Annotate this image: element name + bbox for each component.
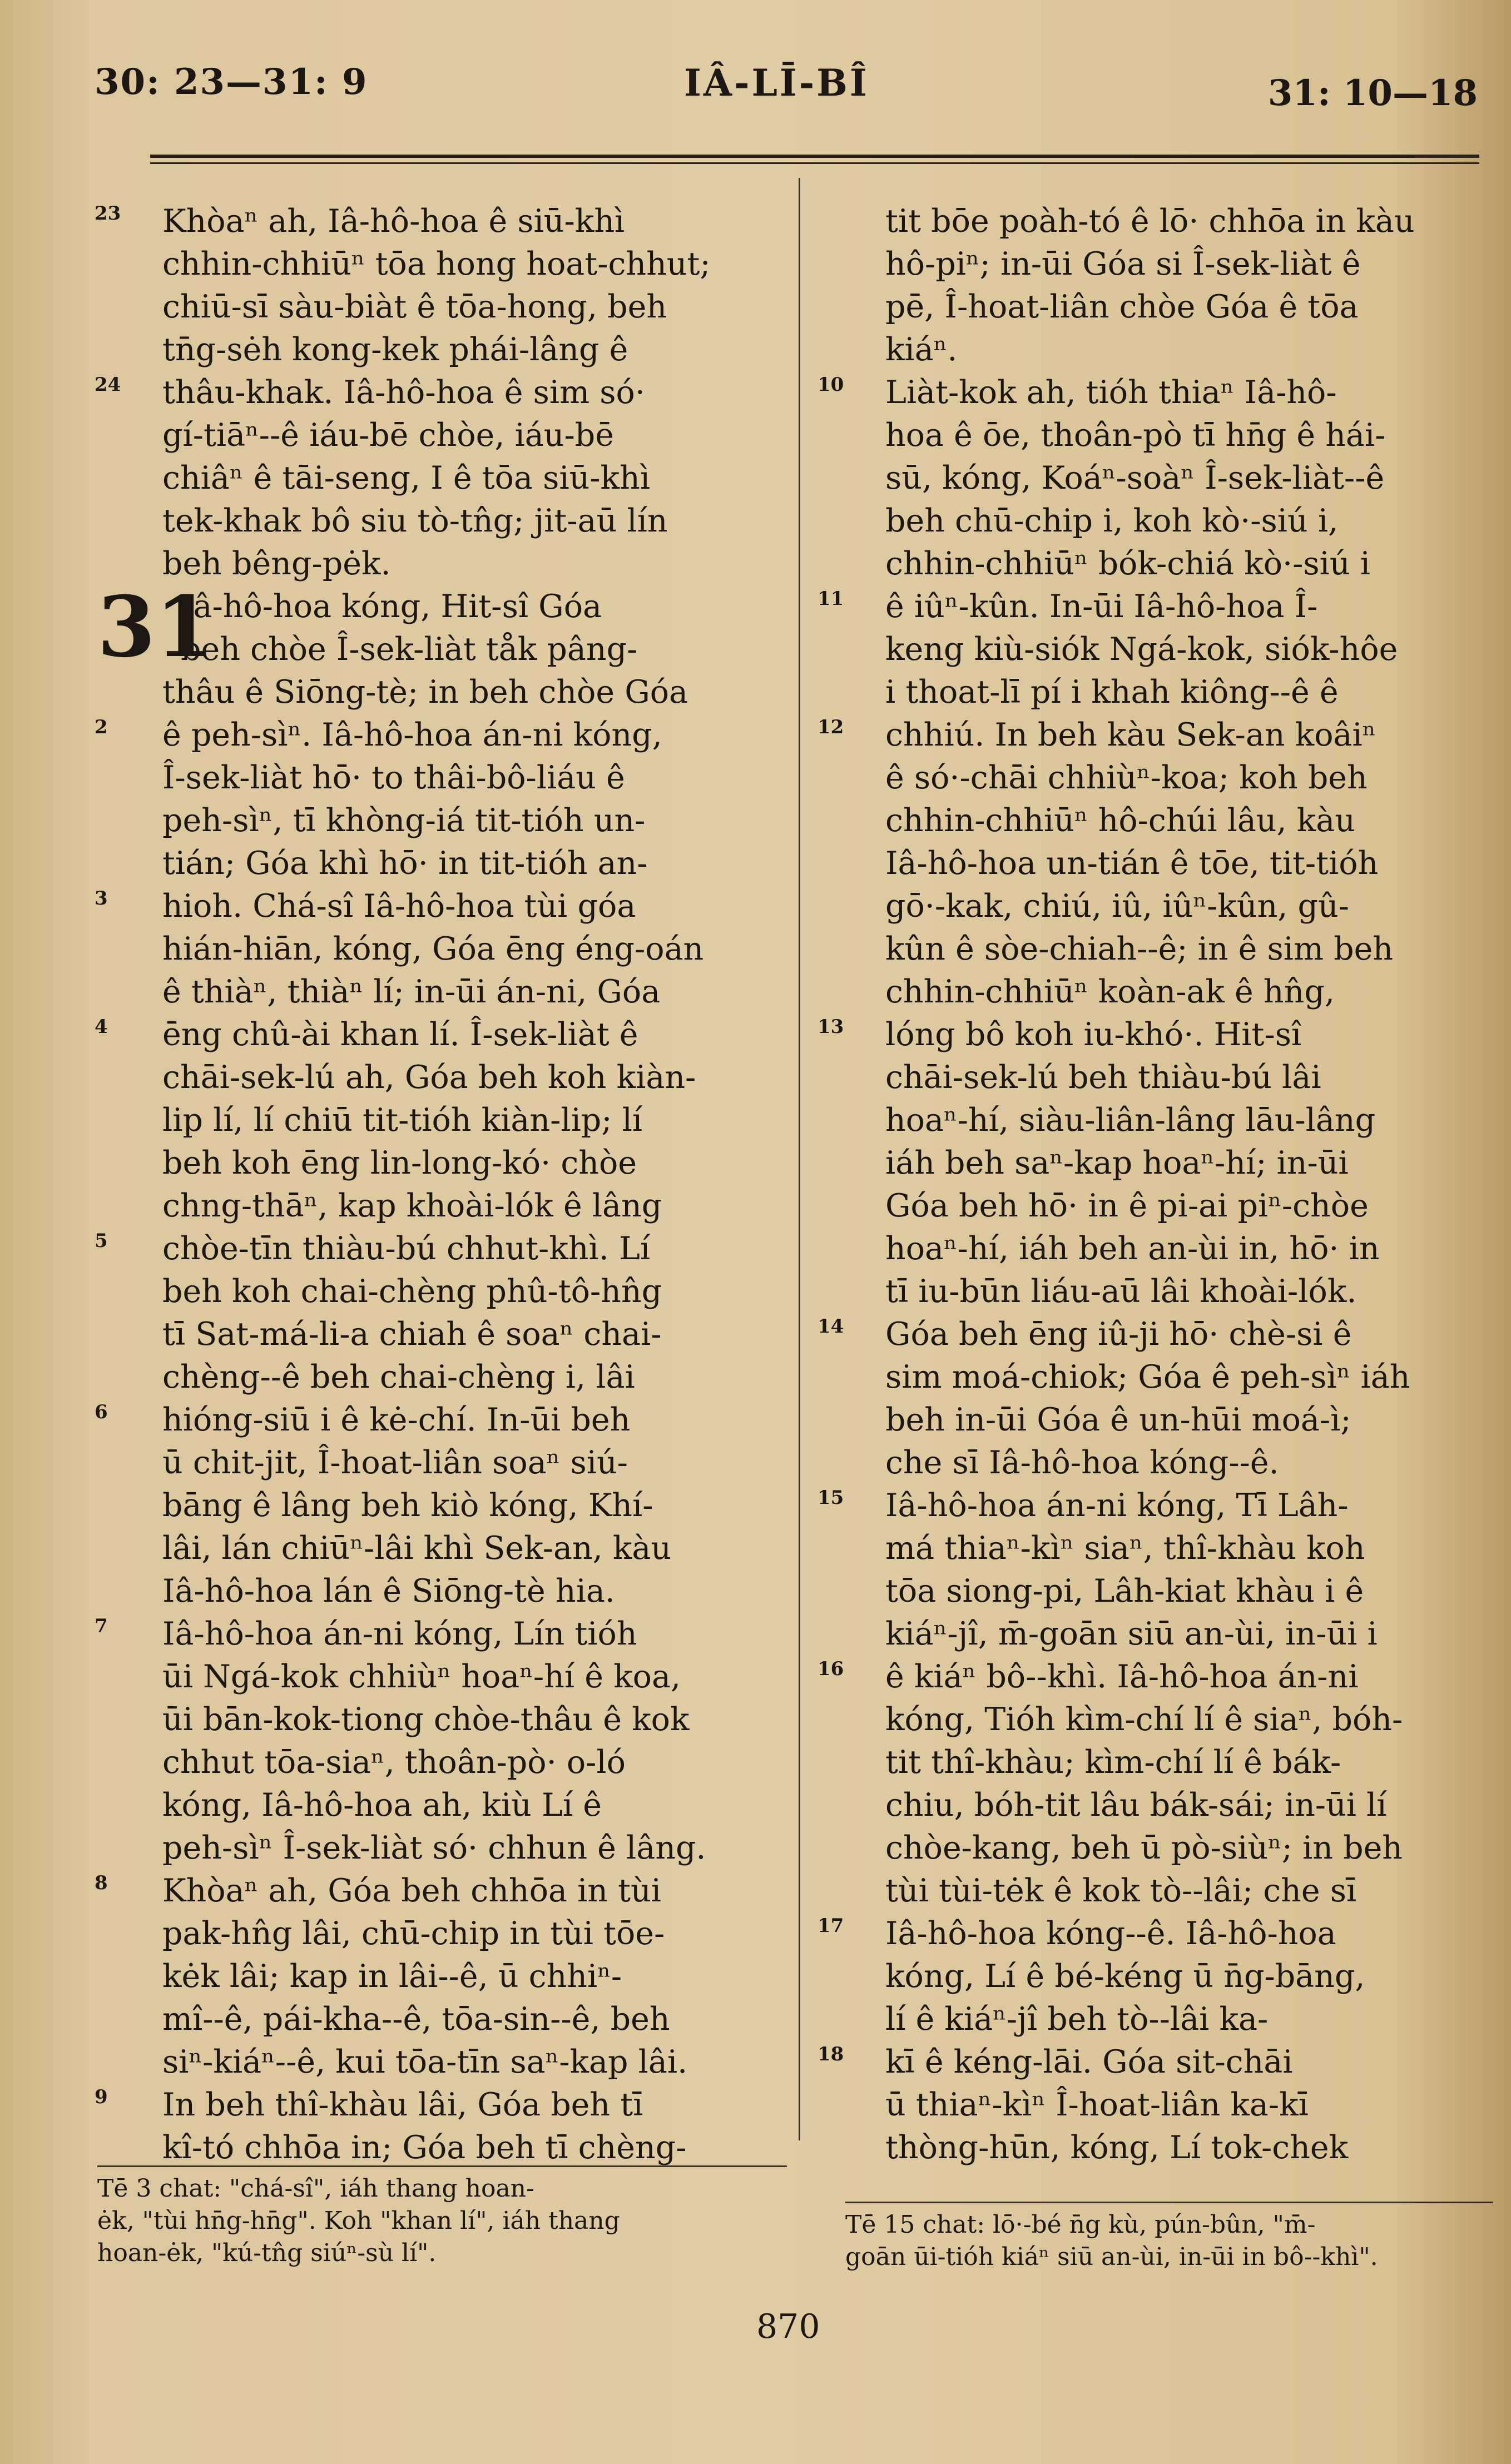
verse-number: 17: [818, 1915, 844, 1937]
text-line: [818, 2084, 1493, 2127]
verse-text: chiū-sī sàu-biàt ê tōa-hong, beh: [162, 289, 667, 325]
text-line: [95, 1270, 784, 1313]
verse-text: Iâ-hô-hoa án-ni kóng, Lín tióh: [162, 1616, 637, 1652]
verse-text: tn̄g-sėh kong-kek phái-lâng ê: [162, 331, 628, 368]
text-line: [818, 585, 1493, 628]
verse-text: chiâⁿ ê tāi-seng, I ê tōa siū-khì: [162, 460, 651, 496]
verse-text: ê kiáⁿ bô--khì. Iâ-hô-hoa án-ni: [885, 1658, 1359, 1695]
verse-text: Góa beh ēng iû-ji hō· chè-si ê: [885, 1316, 1352, 1353]
verse-number: 5: [95, 1230, 108, 1252]
verse-text: [162, 200, 625, 243]
verse-text: Iâ-hô-hoa lán ê Siōng-tè hia.: [162, 1573, 615, 1609]
verse-text: chòe-tīn thiàu-bú chhut-khì. Lí: [162, 1230, 651, 1267]
verse-text: kóng, Iâ-hô-hoa ah, kiù Lí ê: [162, 1787, 602, 1824]
text-line: [818, 1142, 1493, 1185]
text-line: [95, 1741, 784, 1784]
verse-text: peh-sìⁿ, tī khòng-iá tit-tióh un-: [162, 802, 646, 839]
verse-number: 13: [818, 1016, 844, 1038]
verse-text: Iâ-hô-hoa un-tián ê tōe, tit-tióh: [885, 845, 1379, 882]
text-line: [95, 799, 784, 842]
text-line: [95, 1698, 784, 1741]
verse-text: beh koh ēng lin-long-kó· chòe: [162, 1145, 637, 1181]
verse-number: 14: [818, 1315, 844, 1338]
verse-text: chhut tōa-siaⁿ, thoân-pò· o-ló: [162, 1744, 626, 1781]
text-line: [818, 543, 1493, 585]
header-rule: [150, 155, 1479, 158]
verse-text: hô-piⁿ; in-ūi Góa si Î-sek-liàt ê: [885, 246, 1361, 282]
text-line: [818, 1356, 1493, 1399]
verse-text: In beh thî-khàu lâi, Góa beh tī: [162, 2087, 643, 2123]
text-line: [95, 1613, 784, 1656]
text-line: [95, 1955, 784, 1998]
verse-text: lí ê kiáⁿ-jî beh tò--lâi ka-: [885, 2001, 1269, 2038]
text-line: [818, 1656, 1493, 1698]
text-line: [95, 928, 784, 971]
text-line: [818, 286, 1493, 329]
verse-text: Iâ-hô-hoa kóng--ê. Iâ-hô-hoa: [885, 1915, 1336, 1952]
verse-number: 6: [95, 1401, 108, 1423]
verse-text: beh chū-chip i, koh kò·-siú i,: [885, 503, 1339, 539]
verse-text: Iâ-hô-hoa kóng, Hit-sî Góa: [181, 588, 602, 625]
text-line: [95, 1570, 784, 1613]
verse-text: kûn ê sòe-chiah--ê; in ê sim beh: [885, 931, 1394, 967]
verse-text: ê peh-sìⁿ. Iâ-hô-hoa án-ni kóng,: [162, 717, 662, 753]
verse-text: chòe-kang, beh ū pò-siùⁿ; in beh: [885, 1830, 1403, 1866]
verse-text: thâu ê Siōng-tè; in beh chòe Góa: [162, 674, 688, 711]
text-line: [95, 1056, 784, 1099]
verse-text: tī iu-būn liáu-aū lâi khoài-lók.: [885, 1273, 1357, 1310]
verse-text: beh bêng-pėk.: [162, 545, 391, 582]
footnote-line: goān ūi-tióh kiáⁿ siū an-ùi, in-ūi in bô--khì".: [845, 2243, 1378, 2271]
verse-text: gō·-kak, chiú, iû, iûⁿ-kûn, gû-: [885, 888, 1349, 925]
verse-text: kėk lâi; kap in lâi--ê, ū chhiⁿ-: [162, 1958, 622, 1995]
text-line: [95, 2127, 784, 2169]
verse-text: siⁿ-kiáⁿ--ê, kui tōa-tīn saⁿ-kap lâi.: [162, 2044, 688, 2080]
text-line: [818, 1698, 1493, 1741]
footnote-line: Tē 3 chat: "chá-sî", iáh thang hoan-: [97, 2174, 534, 2203]
text-line: [818, 1998, 1493, 2041]
text-line: [818, 1399, 1493, 1442]
verse-text: kî-tó chhōa in; Góa beh tī chèng-: [162, 2129, 687, 2166]
verse-text: thâu-khak. Iâ-hô-hoa ê sim só·: [162, 374, 645, 411]
verse-text: sū, kóng, Koáⁿ-soàⁿ Î-sek-liàt--ê: [885, 460, 1385, 496]
verse-text: chhin-chhiūⁿ bók-chiá kò·-siú i: [885, 545, 1370, 582]
verse-text: kī ê kéng-lāi. Góa sit-chāi: [885, 2044, 1293, 2080]
verse-number: 4: [95, 1016, 108, 1038]
text-line: [818, 885, 1493, 928]
left-column: [95, 200, 784, 2169]
verse-text: hoaⁿ-hí, siàu-liân-lâng lāu-lâng: [885, 1102, 1376, 1139]
text-line: [818, 1527, 1493, 1570]
verse-text: má thiaⁿ-kìⁿ siaⁿ, thî-khàu koh: [885, 1530, 1365, 1567]
verse-text: Khòaⁿ ah, Góa beh chhōa in tùi: [162, 1872, 661, 1909]
verse-text: chiu, bóh-tit lâu bák-sái; in-ūi lí: [885, 1787, 1387, 1824]
verse-text: thòng-hūn, kóng, Lí tok-chek: [885, 2129, 1349, 2166]
text-line: [95, 757, 784, 799]
text-line: [818, 414, 1493, 457]
text-line: [95, 1313, 784, 1356]
text-line: [95, 714, 784, 757]
verse-number: 15: [818, 1487, 844, 1509]
verse-text: Iâ-hô-hoa án-ni kóng, Tī Lâh-: [885, 1487, 1349, 1524]
text-line: [95, 885, 784, 928]
verse-text: ê iûⁿ-kûn. In-ūi Iâ-hô-hoa Î-: [885, 588, 1318, 625]
text-line: [818, 799, 1493, 842]
text-line: [95, 671, 784, 714]
verse-text: bāng ê lâng beh kiò kóng, Khí-: [162, 1487, 653, 1524]
verse-text: hoaⁿ-hí, iáh beh an-ùi in, hō· in: [885, 1230, 1380, 1267]
text-line: [818, 714, 1493, 757]
verse-text: lip lí, lí chiū tit-tióh kiàn-lip; lí: [162, 1102, 643, 1139]
verse-text: mî--ê, pái-kha--ê, tōa-sin--ê, beh: [162, 2001, 670, 2038]
text-line: [95, 1870, 784, 1912]
text-line: [818, 243, 1493, 286]
verse-number: 7: [95, 1615, 108, 1637]
text-line: [818, 971, 1493, 1014]
verse-text: hióng-siū i ê kė-chí. In-ūi beh: [162, 1402, 631, 1438]
text-line: [818, 2127, 1493, 2169]
book-title: IÂ-LĪ-BÎ: [684, 61, 869, 105]
verse-number: 24: [95, 374, 121, 396]
text-line: [818, 1784, 1493, 1827]
text-line: [95, 286, 784, 329]
verse-text: chāi-sek-lú ah, Góa beh koh kiàn-: [162, 1059, 696, 1096]
verse-text: tit bōe poàh-tó ê lō· chhōa in kàu: [885, 203, 1415, 240]
verse-text: lâi, lán chiūⁿ-lâi khì Sek-an, kàu: [162, 1530, 672, 1567]
verse-text: Góa beh hō· in ê pi-ai piⁿ-chòe: [885, 1188, 1369, 1224]
header-left-reference: 30: 23—31: 9: [95, 61, 368, 103]
verse-text: chhin-chhiūⁿ tōa hong hoat-chhut;: [162, 246, 711, 282]
verse-text: tit thî-khàu; kìm-chí lí ê bák-: [885, 1744, 1341, 1781]
chapter-number: 31: [97, 578, 214, 676]
footnote-line: ėk, "tùi hn̄g-hn̄g". Koh "khan lí", iáh thang: [97, 2207, 620, 2235]
text-line: [818, 1228, 1493, 1270]
text-line: [95, 1998, 784, 2041]
verse-text: iáh beh saⁿ-kap hoaⁿ-hí; in-ūi: [885, 1145, 1349, 1181]
text-line: [818, 457, 1493, 500]
verse-text: ū chit-jit, Î-hoat-liân soaⁿ siú-: [162, 1444, 628, 1481]
text-line: [818, 200, 1493, 243]
text-line: [95, 200, 784, 243]
verse-text: beh koh chai-chèng phû-tô-hn̂g: [162, 1273, 662, 1310]
text-line: [95, 243, 784, 286]
text-line: [818, 1313, 1493, 1356]
text-line: [818, 1912, 1493, 1955]
text-line: [818, 1270, 1493, 1313]
footnote-left: [97, 2165, 787, 2269]
verse-text: Î-sek-liàt hō· to thâi-bô-liáu ê: [162, 759, 625, 796]
verse-text: chhin-chhiūⁿ koàn-ak ê hn̂g,: [885, 973, 1335, 1010]
verse-text: chng-thāⁿ, kap khoài-lók ê lâng: [162, 1188, 662, 1224]
right-column: [818, 200, 1493, 2169]
verse-text: gí-tiāⁿ--ê iáu-bē chòe, iáu-bē: [162, 417, 614, 454]
text-line: [818, 500, 1493, 543]
verse-text: kóng, Tióh kìm-chí lí ê siaⁿ, bóh-: [885, 1701, 1403, 1738]
text-line: [95, 1014, 784, 1056]
text-line: [95, 1228, 784, 1270]
verse-text: chhiú. In beh kàu Sek-an koâiⁿ: [885, 717, 1376, 753]
verse-text: tōa siong-pi, Lâh-kiat khàu i ê: [885, 1573, 1364, 1609]
text-line: [818, 1185, 1493, 1228]
verse-text: hián-hiān, kóng, Góa ēng éng-oán: [162, 931, 704, 967]
text-line: [95, 842, 784, 885]
text-line: [818, 1741, 1493, 1784]
text-line: [818, 1056, 1493, 1099]
footnote-right: [845, 2202, 1493, 2273]
column-divider: [799, 178, 800, 2140]
verse-number: 2: [95, 716, 108, 738]
text-line: [818, 1870, 1493, 1912]
verse-text: hioh. Chá-sî Iâ-hô-hoa tùi góa: [162, 888, 636, 925]
verse-number: 18: [818, 2043, 844, 2065]
text-line: [818, 1484, 1493, 1527]
text-line: [95, 329, 784, 371]
verse-text: hoa ê ōe, thoân-pò tī hn̄g ê hái-: [885, 417, 1386, 454]
verse-text-rest: ⁿ ah, Iâ-hô-hoa ê siū-khì: [244, 203, 625, 240]
verse-text: pak-hn̂g lâi, chū-chip in tùi tōe-: [162, 1915, 665, 1952]
text-line: [818, 757, 1493, 799]
verse-text: tùi tùi-tėk ê kok tò--lâi; che sī: [885, 1872, 1357, 1909]
verse-text-start: Khòa: [162, 203, 245, 240]
page-number: 870: [756, 2307, 820, 2346]
text-line: [95, 371, 784, 414]
text-line: [95, 1142, 784, 1185]
verse-number: 8: [95, 1872, 108, 1894]
verse-number: 9: [95, 2086, 108, 2108]
verse-text: ê thiàⁿ, thiàⁿ lí; in-ūi án-ni, Góa: [162, 973, 661, 1010]
verse-text: kiáⁿ-jî, m̄-goān siū an-ùi, in-ūi i: [885, 1616, 1378, 1652]
text-line: [818, 329, 1493, 371]
text-line: [95, 1185, 784, 1228]
verse-number: 12: [818, 716, 844, 738]
text-line: [95, 1827, 784, 1870]
text-line: [95, 1527, 784, 1570]
verse-text: che sī Iâ-hô-hoa kóng--ê.: [885, 1444, 1279, 1481]
verse-text: beh in-ūi Góa ê un-hūi moá-ì;: [885, 1402, 1351, 1438]
verse-number: 10: [818, 374, 844, 396]
text-line: [818, 1099, 1493, 1142]
verse-text: beh chòe Î-sek-liàt tåk pâng-: [181, 631, 638, 668]
text-line: [818, 1570, 1493, 1613]
verse-text: ê só·-chāi chhiùⁿ-koa; koh beh: [885, 759, 1368, 796]
text-line: [818, 928, 1493, 971]
text-line: [95, 2041, 784, 2084]
text-line: [818, 1613, 1493, 1656]
text-line: [818, 671, 1493, 714]
text-line: [95, 1099, 784, 1142]
verse-text: Liàt-kok ah, tióh thiaⁿ Iâ-hô-: [885, 374, 1337, 411]
verse-text: chāi-sek-lú beh thiàu-bú lâi: [885, 1059, 1321, 1096]
verse-number: 3: [95, 887, 108, 910]
text-line: [95, 500, 784, 543]
text-line: [95, 1484, 784, 1527]
verse-text: ūi bān-kok-tiong chòe-thâu ê kok: [162, 1701, 690, 1738]
text-line: [818, 1827, 1493, 1870]
text-line: [95, 1399, 784, 1442]
verse-text: keng kiù-siók Ngá-kok, siók-hôe: [885, 631, 1398, 668]
verse-text: tián; Góa khì hō· in tit-tióh an-: [162, 845, 648, 882]
text-line: [95, 1356, 784, 1399]
text-line: [95, 414, 784, 457]
footnote-line: hoan-ėk, "kú-tn̂g siúⁿ-sù lí".: [97, 2239, 437, 2267]
text-line: [95, 457, 784, 500]
verse-text: pē, Î-hoat-liân chòe Góa ê tōa: [885, 289, 1359, 325]
verse-text: chhin-chhiūⁿ hô-chúi lâu, kàu: [885, 802, 1355, 839]
verse-number: 11: [818, 588, 844, 610]
verse-number: 23: [95, 202, 121, 225]
text-line: [95, 1656, 784, 1698]
text-line: [818, 842, 1493, 885]
verse-text: ūi Ngá-kok chhiùⁿ hoaⁿ-hí ê koa,: [162, 1658, 681, 1695]
text-line: [95, 628, 784, 671]
text-line: [818, 371, 1493, 414]
footnote-line: Tē 15 chat: lō·-bé n̄g kù, pún-bûn, "m̄-: [845, 2210, 1316, 2239]
verse-text: ū thiaⁿ-kìⁿ Î-hoat-liân ka-kī: [885, 2087, 1309, 2123]
header-rule-thin: [150, 162, 1479, 164]
verse-text: lóng bô koh iu-khó·. Hit-sî: [885, 1016, 1302, 1053]
text-line: [818, 1014, 1493, 1056]
text-line: [818, 1442, 1493, 1484]
header-right-reference: 31: 10—18: [1267, 72, 1478, 114]
verse-text: kiáⁿ.: [885, 331, 958, 368]
text-line: [95, 1912, 784, 1955]
verse-text: sim moá-chiok; Góa ê peh-sìⁿ iáh: [885, 1359, 1410, 1395]
text-line: [818, 1955, 1493, 1998]
text-line: [95, 1784, 784, 1827]
verse-text: i thoat-lī pí i khah kiông--ê ê: [885, 674, 1339, 711]
text-line: [95, 1442, 784, 1484]
verse-text: kóng, Lí ê bé-kéng ū n̄g-bāng,: [885, 1958, 1365, 1995]
text-line: [818, 2041, 1493, 2084]
verse-number: 16: [818, 1658, 844, 1680]
text-line: [95, 971, 784, 1014]
text-line: [818, 628, 1493, 671]
verse-text: tek-khak bô siu tò-tn̂g; jit-aū lín: [162, 503, 668, 539]
verse-text: ēng chû-ài khan lí. Î-sek-liàt ê: [162, 1016, 638, 1053]
text-line: [95, 2084, 784, 2127]
verse-text: peh-sìⁿ Î-sek-liàt só· chhun ê lâng.: [162, 1830, 706, 1866]
verse-text: chèng--ê beh chai-chèng i, lâi: [162, 1359, 635, 1395]
running-header: [0, 61, 1511, 122]
verse-text: tī Sat-má-li-a chiah ê soaⁿ chai-: [162, 1316, 662, 1353]
